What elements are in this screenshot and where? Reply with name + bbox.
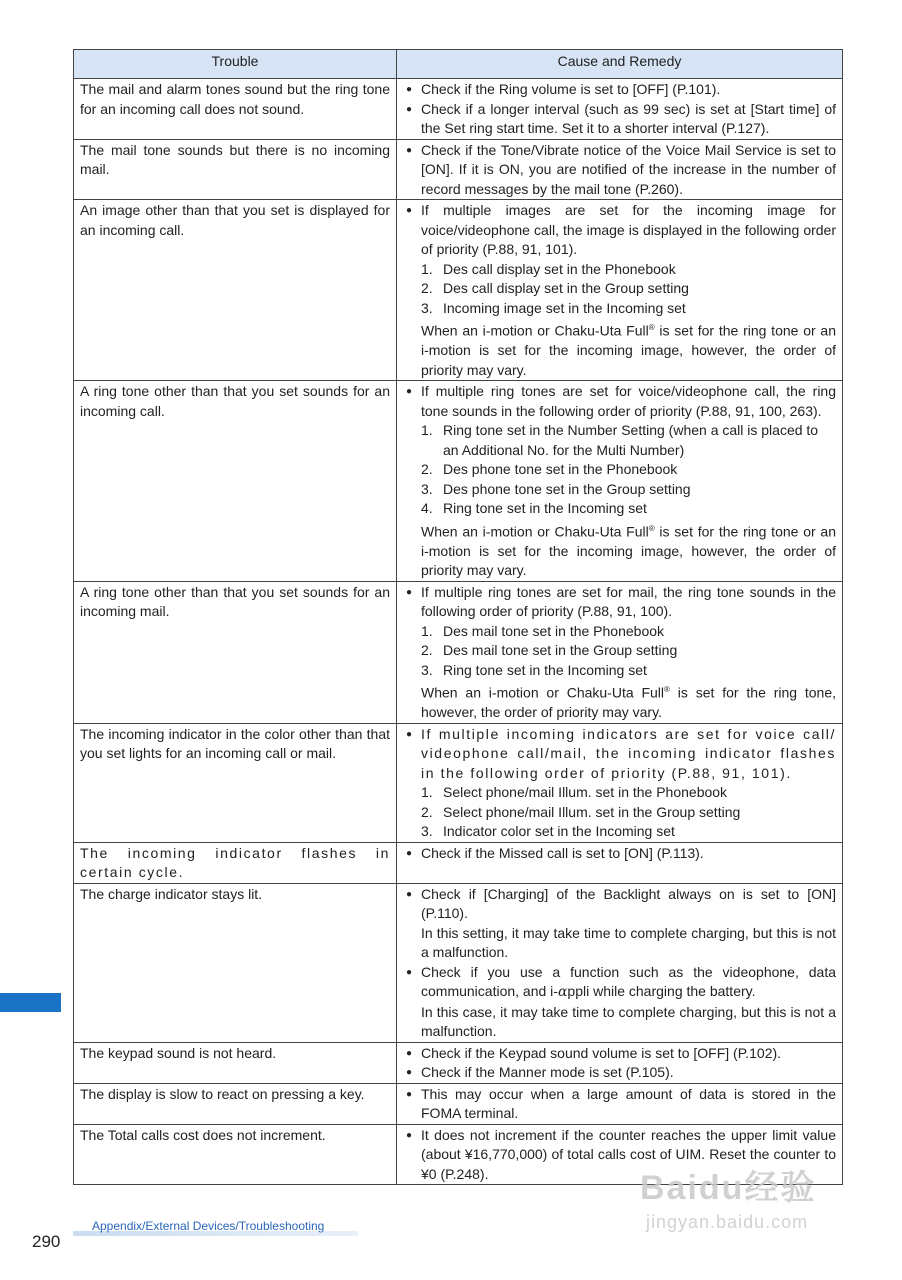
section-tab-marker bbox=[0, 993, 61, 1012]
table-row bbox=[74, 1042, 843, 1083]
remedy-bullet: ● Check if the Keypad sound volume is set to [OFF] (P.102). bbox=[403, 1044, 836, 1064]
remedy-intro: If multiple ring tones are set for voice/videophone call, the ring tone sounds in the following order of priority (P.88, 91, 100, 263). bbox=[421, 383, 836, 419]
troubleshooting-table bbox=[73, 49, 843, 1185]
remedy-note: When an i-motion or Chaku-Uta Full® is set for the ring tone or an i-motion is set for the incoming image, however, the order of priority may vary. bbox=[421, 523, 836, 579]
priority-list bbox=[421, 260, 836, 319]
table-row bbox=[74, 1083, 843, 1124]
table-row bbox=[74, 139, 843, 200]
trouble-cell: A ring tone other than that you set sounds for an incoming mail. bbox=[74, 581, 397, 723]
priority-item: 3. Incoming image set in the Incoming set bbox=[421, 299, 686, 316]
page-number: 290 bbox=[32, 1232, 61, 1251]
trouble-cell: The Total calls cost does not increment. bbox=[74, 1124, 397, 1185]
remedy-cell bbox=[397, 581, 843, 723]
trouble-cell: The keypad sound is not heard. bbox=[74, 1042, 397, 1083]
table-header-row bbox=[74, 50, 843, 79]
priority-item: 2. Select phone/mail Illum. set in the Group setting bbox=[421, 803, 741, 820]
priority-item: 3. Indicator color set in the Incoming set bbox=[421, 823, 675, 840]
table-row bbox=[74, 842, 843, 883]
trouble-cell: The mail and alarm tones sound but the ring tone for an incoming call does not sound. bbox=[74, 79, 397, 140]
alpha-symbol: α bbox=[557, 984, 568, 1001]
priority-list bbox=[421, 783, 836, 842]
trouble-cell: The incoming indicator in the color other than that you set lights for an incoming call or mail. bbox=[74, 723, 397, 842]
remedy-bullet: ● It does not increment if the counter reaches the upper limit value (about ¥16,770,000) of total calls cost of UIM. Reset the counter to ¥0 (P.248). bbox=[403, 1126, 836, 1185]
priority-list bbox=[421, 421, 836, 519]
header-cause-remedy: Cause and Remedy bbox=[397, 50, 843, 79]
remedy-cell bbox=[397, 1083, 843, 1124]
priority-list bbox=[421, 622, 836, 681]
trouble-cell: The mail tone sounds but there is no incoming mail. bbox=[74, 139, 397, 200]
remedy-bullet bbox=[403, 382, 836, 581]
remedy-cell bbox=[397, 381, 843, 582]
trouble-cell: The charge indicator stays lit. bbox=[74, 883, 397, 1042]
watermark bbox=[640, 1160, 850, 1250]
remedy-intro: If multiple images are set for the incoming image for voice/videophone call, the image is displayed in the following order of priority (P.88, 91, 101). bbox=[421, 202, 836, 257]
remedy-bullet: ● Check if the Missed call is set to [ON] (P.113). bbox=[403, 844, 836, 864]
trouble-cell: The display is slow to react on pressing a key. bbox=[74, 1083, 397, 1124]
priority-item: 1. Des mail tone set in the Phonebook bbox=[421, 622, 665, 639]
priority-item: 2. Des mail tone set in the Group setting bbox=[421, 642, 678, 659]
priority-item: 2. Des phone tone set in the Phonebook bbox=[421, 461, 678, 478]
remedy-cell bbox=[397, 1042, 843, 1083]
remedy-bullet: ● Check if the Tone/Vibrate notice of the Voice Mail Service is set to [ON]. If it is ON, you are notified of the increase in the number of record messages by the mail tone (P.260). bbox=[403, 141, 836, 200]
remedy-bullet: ● This may occur when a large amount of data is stored in the FOMA terminal. bbox=[403, 1085, 836, 1124]
remedy-bullet bbox=[403, 201, 836, 380]
trouble-cell: A ring tone other than that you set sounds for an incoming call. bbox=[74, 381, 397, 582]
trouble-cell: An image other than that you set is displayed for an incoming call. bbox=[74, 200, 397, 381]
remedy-intro: If multiple incoming indicators are set for voice call/ videophone call/mail, the incoming indicator flashes in the following order of priority (P.88, 91, 101). bbox=[421, 725, 836, 781]
remedy-bullet bbox=[403, 725, 836, 842]
remedy-cell bbox=[397, 723, 843, 842]
remedy-cell bbox=[397, 79, 843, 140]
remedy-cell bbox=[397, 842, 843, 883]
table-row bbox=[74, 723, 843, 842]
remedy-note: In this setting, it may take time to complete charging, but this is not a malfunction. bbox=[421, 924, 836, 961]
remedy-intro: If multiple ring tones are set for mail, the ring tone sounds in the following order of priority (P.88, 91, 100). bbox=[421, 583, 836, 620]
remedy-bullet: ● Check if you use a function such as the videophone, data communication, and i-αppli while charging the battery. In this case, it may take time to complete charging, but this is not a malfunction. bbox=[403, 963, 836, 1042]
watermark-brand: Baidu经验 bbox=[640, 1169, 817, 1207]
table-row bbox=[74, 79, 843, 140]
table-row bbox=[74, 381, 843, 582]
remedy-cell bbox=[397, 883, 843, 1042]
remedy-bullet: ● Check if the Ring volume is set to [OFF] (P.101). bbox=[403, 80, 836, 100]
header-trouble: Trouble bbox=[74, 50, 397, 79]
remedy-note: In this case, it may take time to complete charging, but this is not a malfunction. bbox=[421, 1003, 836, 1040]
priority-item: 2. Des call display set in the Group setting bbox=[421, 280, 689, 296]
remedy-bullet: ● Check if [Charging] of the Backlight always on is set to [ON] (P.110). In this setting, it may take time to complete charging, but this is not a malfunction. bbox=[403, 885, 836, 963]
priority-item: 3. Des phone tone set in the Group setting bbox=[421, 480, 691, 497]
watermark-url: jingyan.baidu.com bbox=[646, 1212, 809, 1232]
table-row bbox=[74, 581, 843, 723]
trouble-cell: The incoming indicator flashes in certain cycle. bbox=[74, 842, 397, 883]
remedy-cell bbox=[397, 139, 843, 200]
remedy-bullet bbox=[403, 583, 836, 723]
priority-item: 4. Ring tone set in the Incoming set bbox=[421, 500, 647, 517]
priority-item: 1. Des call display set in the Phonebook bbox=[421, 260, 676, 277]
table-row bbox=[74, 883, 843, 1042]
priority-item: 1. Select phone/mail Illum. set in the Phonebook bbox=[421, 784, 728, 801]
remedy-bullet: ● Check if a longer interval (such as 99 sec) is set at [Start time] of the Set ring start time. Set it to a shorter interval (P.127). bbox=[403, 100, 836, 139]
table-row bbox=[74, 200, 843, 381]
remedy-bullet: ● Check if the Manner mode is set (P.105). bbox=[403, 1063, 836, 1083]
priority-item: 3. Ring tone set in the Incoming set bbox=[421, 661, 647, 678]
remedy-note: When an i-motion or Chaku-Uta Full® is set for the ring tone, however, the order of priority may vary. bbox=[421, 684, 837, 721]
remedy-cell bbox=[397, 200, 843, 381]
footer-section-label: Appendix/External Devices/Troubleshooting bbox=[92, 1219, 325, 1233]
remedy-note: When an i-motion or Chaku-Uta Full® is set for the ring tone or an i-motion is set for the incoming image, however, the order of priority may vary. bbox=[421, 322, 836, 378]
priority-item: 1. Ring tone set in the Number Setting (when a call is placed to an Additional No. for the Multi Number) bbox=[421, 422, 819, 458]
